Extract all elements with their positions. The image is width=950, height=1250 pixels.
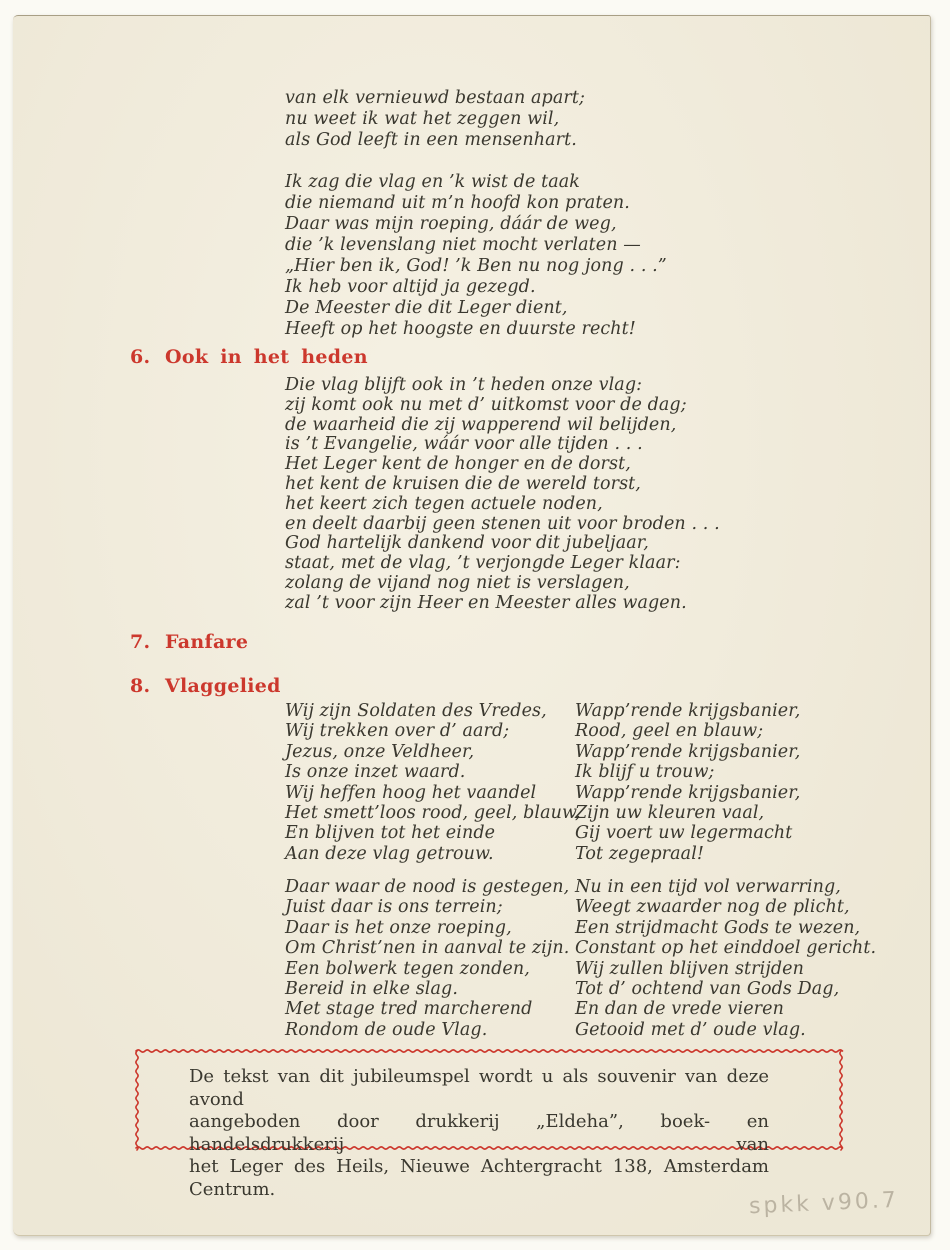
colophon-box [133, 1047, 845, 1200]
poem-stanza-continuation-2 [285, 172, 667, 340]
poem-line: staat, met de vlag, ’t verjongde Leger klaar: [285, 553, 681, 574]
song-line: Een bolwerk tegen zonden, [285, 958, 530, 979]
poem-line: zal ’t voor zijn Heer en Meester alles wagen. [285, 592, 687, 613]
song-stanza-right-2 [575, 877, 876, 1040]
section-title: Vlaggelied [165, 675, 281, 697]
section-heading-8 [130, 675, 281, 697]
poem-line: God hartelijk dankend voor dit jubeljaar, [285, 533, 649, 554]
poem-line: die niemand uit m’n hoofd kon praten. [285, 193, 630, 213]
poem-line: nu weet ik wat het zeggen wil, [285, 109, 560, 129]
poem-line: het keert zich tegen actuele noden, [285, 493, 603, 514]
song-line: Rood, geel en blauw; [575, 721, 764, 742]
poem-line: zolang de vijand nog niet is verslagen, [285, 572, 630, 593]
poem-line: die ’k levenslang niet mocht verlaten — [285, 235, 641, 255]
handwritten-catalog-annotation: spkk v90.7 [748, 1187, 900, 1220]
poem-line: zij komt ook nu met d’ uitkomst voor de dag; [285, 394, 687, 415]
section-number: 6. [130, 346, 151, 368]
section-heading-7 [130, 631, 248, 653]
poem-stanza-continuation-1 [285, 88, 585, 151]
poem-line: is ’t Evangelie, wáár voor alle tijden . . . [285, 434, 643, 455]
scanned-page [13, 15, 931, 1236]
song-line: En dan de vrede vieren [575, 999, 784, 1020]
song-stanza-left-2 [285, 877, 569, 1040]
poem-line: de waarheid die zij wapperend wil belijden, [285, 414, 677, 435]
song-line: Juist daar is ons terrein; [285, 897, 503, 918]
poem-line: van elk vernieuwd bestaan apart; [285, 88, 585, 108]
song-line: Weegt zwaarder nog de plicht, [575, 897, 850, 918]
song-line: Een strijdmacht Gods te wezen, [575, 917, 861, 938]
poem-line: Die vlag blijft ook in ’t heden onze vlag: [285, 375, 643, 395]
section-title: Ook in het heden [165, 346, 368, 368]
song-line: Tot d’ ochtend van Gods Dag, [575, 979, 840, 1000]
poem-line: Daar was mijn roeping, dáár de weg, [285, 214, 617, 234]
song-line: Met stage tred marcherend [285, 999, 533, 1020]
poem-line: het kent de kruisen die de wereld torst, [285, 473, 641, 494]
song-line: Constant op het einddoel gericht. [575, 938, 877, 959]
song-line: Wapp’rende krijgsbanier, [575, 782, 801, 803]
section-title: Fanfare [165, 631, 249, 653]
song-line: Getooid met d’ oude vlag. [575, 1019, 806, 1040]
song-line: Om Christ’nen in aanval te zijn. [285, 938, 570, 959]
song-line: En blijven tot het einde [285, 823, 496, 844]
song-line: Tot zegepraal! [575, 843, 705, 864]
song-line: Wapp’rende krijgsbanier, [575, 741, 801, 762]
poem-line: als God leeft in een mensenhart. [285, 130, 577, 150]
section-number: 8. [130, 675, 151, 697]
poem-line: Heeft op het hoogste en duurste recht! [285, 319, 636, 339]
poem-line: „Hier ben ik, God! ’k Ben nu nog jong . . .” [285, 256, 667, 276]
colophon-text [189, 1066, 769, 1201]
colophon-line: De tekst van dit jubileumspel wordt u als souvenir van deze avond [189, 1066, 769, 1110]
song-line: Gij voert uw legermacht [575, 823, 793, 844]
song-line: Bereid in elke slag. [285, 979, 458, 1000]
song-line: Wapp’rende krijgsbanier, [575, 701, 801, 721]
song-line: Is onze inzet waard. [285, 762, 466, 783]
song-line: Het smett’loos rood, geel, blauw, [285, 803, 581, 824]
colophon-line: aangeboden door drukkerij „Eldeha”, boek- en handelsdrukkerij van [189, 1111, 769, 1155]
song-line: Wij trekken over d’ aard; [285, 721, 510, 742]
song-line: Aan deze vlag getrouw. [285, 843, 494, 864]
song-line: Wij heffen hoog het vaandel [285, 782, 537, 803]
song-line: Ik blijf u trouw; [575, 762, 715, 783]
poem-line: Ik zag die vlag en ’k wist de taak [285, 172, 580, 192]
colophon-line: het Leger des Heils, Nieuwe Achtergracht 138, Amsterdam Centrum. [189, 1156, 769, 1200]
poem-line: Ik heb voor altijd ja gezegd. [285, 277, 536, 297]
song-line: Zijn uw kleuren vaal, [575, 803, 765, 824]
section-heading-6 [130, 346, 368, 368]
song-line: Daar is het onze roeping, [285, 917, 512, 938]
song-line: Wij zijn Soldaten des Vredes, [285, 701, 547, 721]
poem-line: en deelt daarbij geen stenen uit voor broden . . . [285, 513, 720, 534]
section-number: 7. [130, 631, 151, 653]
poem-stanza-section-6 [285, 376, 720, 614]
song-line: Rondom de oude Vlag. [285, 1019, 488, 1040]
song-stanza-right-1 [575, 701, 800, 864]
poem-line: Het Leger kent de honger en de dorst, [285, 454, 631, 475]
song-line: Wij zullen blijven strijden [575, 958, 804, 979]
song-stanza-left-1 [285, 701, 581, 864]
song-line: Jezus, onze Veldheer, [285, 741, 475, 762]
song-line: Daar waar de nood is gestegen, [285, 877, 570, 897]
poem-line: De Meester die dit Leger dient, [285, 298, 568, 318]
song-line: Nu in een tijd vol verwarring, [575, 877, 841, 897]
